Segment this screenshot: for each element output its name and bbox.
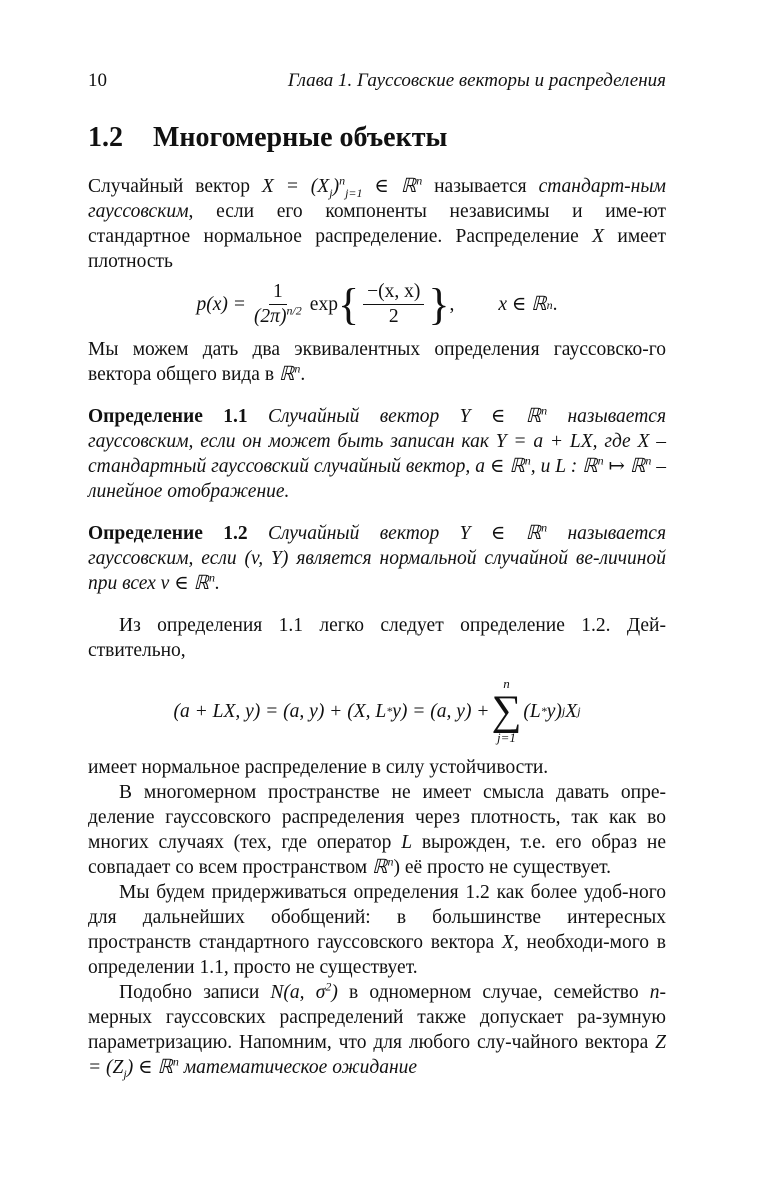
definition-1-2: Определение 1.2 Случайный вектор Y ∈ ℝ$^n$ называется гауссовским, если (v, Y) является нормальной случайной ве-личиной при всех v ∈ ℝ$^n$.: [88, 520, 667, 594]
running-title: Глава 1. Гауссовские векторы и распределения: [287, 70, 666, 91]
fraction-normalizer: $\frac{1}{(2\pi)^{n/2}}$: [253, 281, 302, 327]
section-heading: [88, 122, 666, 154]
definition-1-1-label: Определение 1.1: [88, 406, 248, 427]
term-standard-gaussian: стандарт-ным гауссовским: [88, 176, 666, 222]
page-header: [88, 68, 666, 98]
section-title: Многомерные объекты: [153, 122, 448, 153]
page: [88, 68, 666, 1080]
linearity-formula: (a + LX, y) = (a, y) + (X, L * y) = (a, y) + n ∑ j=1 (L * y) j X j: [173, 676, 581, 745]
paragraph-2: Мы можем дать два эквивалентных определения гауссовско-го вектора общего вида в ℝ$^n$.: [88, 339, 666, 385]
fraction-exponent: $\frac{-(x, x)}{2}$: [363, 280, 424, 329]
paragraph-4: имеет нормальное распределение в силу устойчивости.: [88, 757, 549, 778]
page-number: 10: [88, 70, 107, 91]
definition-1-2-label: Определение 1.2: [88, 523, 248, 544]
paragraph-5: В многомерном пространстве не имеет смысла давать опре-деление гауссовского распределения через плотность, так как во многих случаях (тех, где оператор L вырожден, т.е. его образ не совпадает со всем пространством ℝ$^n$) её просто не существует.: [88, 782, 666, 878]
density-formula: p(x) = $\frac{1}{(2\pi)^{n/2}}$ exp { $\frac{-(x, x)}{2}$ } , x ∈ ℝ n .: [196, 279, 558, 329]
paragraph-1: Случайный вектор $X = (X_j)^n_{j=1}$ ∈ ℝ$^n$ называется стандарт-ным гауссовским, если его компоненты независимы и име-ют стандартное нормальное распределение. Распределение X имеет плотность: [88, 173, 666, 272]
paragraph-7: Подобно записи N(a, $\sigma^2$) в одномерном случае, семейство n-мерных гауссовских распределений также допускает ра-зумную параметризацию. Напомним, что для любого слу-чайного вектора $Z = (Z_j)$ ∈ ℝ$^n$ математическое ожидание: [88, 979, 666, 1081]
paragraph-6: Мы будем придерживаться определения 1.2 как более удоб-ного для дальнейших обобщений: в большинстве интересных пространств стандартного гауссовского вектора X, необходи-мого в определении 1.1, просто не существует.: [88, 882, 666, 978]
term-expectation: математическое ожидание: [178, 1057, 418, 1078]
section-number: 1.2: [88, 122, 123, 153]
definition-1-1: Определение 1.1 Случайный вектор Y ∈ ℝ$^n$ называется гауссовским, если он может быть записан как Y = a + LX, где X – стандартный гауссовский случайный вектор, a ∈ ℝ$^n$, и L : ℝ$^n$ ↦ ℝ$^n$ – линейное отображение.: [88, 403, 667, 502]
sum-operator: n ∑ j=1: [491, 676, 522, 745]
paragraph-3: Из определения 1.1 легко следует определение 1.2. Дей-ствительно,: [88, 615, 666, 661]
